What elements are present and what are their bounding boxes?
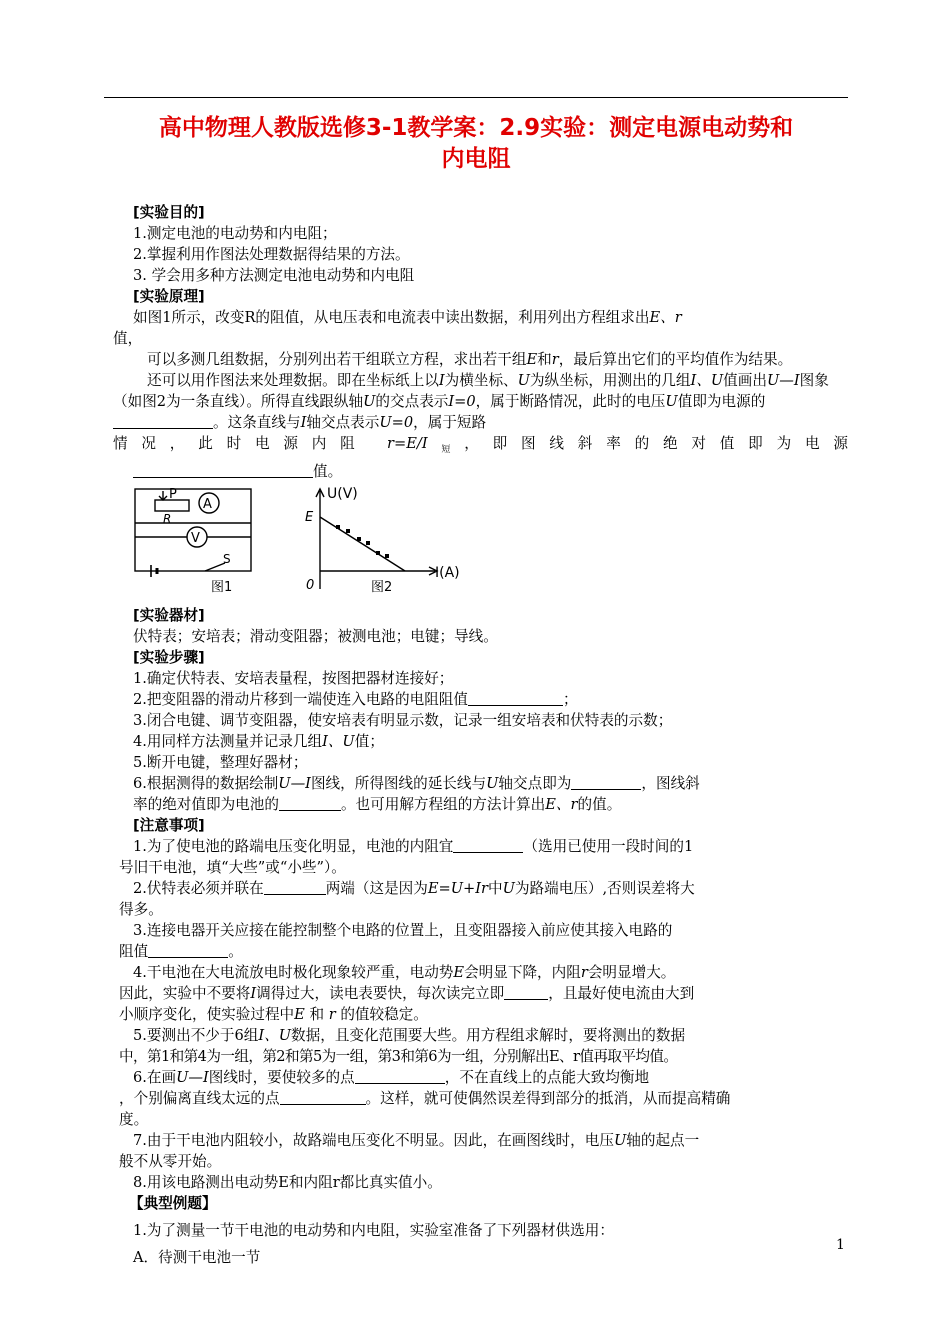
note-3: 3.连接电器开关应接在能控制整个电路的位置上，且变阻器接入前应使其接入电路的 阻值 。 xyxy=(119,921,673,960)
fig2-origin: 0 xyxy=(306,577,315,593)
purpose-item-3: 3. 学会用多种方法测定电池电动势和内电阻 xyxy=(133,267,415,284)
note-2: 2.伏特表必须并联在 两端（这是因为E=U+Ir中U为路端电压）,否则误差将大 得多。 xyxy=(119,879,695,918)
step-5: 5.断开电键，整理好器材； xyxy=(133,753,308,771)
example-option-a: A．待测干电池一节 xyxy=(133,1248,261,1266)
blank-outlier-points xyxy=(280,1089,366,1105)
page-number: 1 xyxy=(836,1237,845,1253)
fig1-label-r: R xyxy=(163,511,172,526)
document-body xyxy=(113,202,848,1268)
fig2-e-label: E xyxy=(305,509,314,525)
step-6: 6.根据测得的数据绘制U—I图线，所得图线的延长线与U轴交点即为 ，图线斜 xyxy=(133,774,700,792)
blank-emf xyxy=(113,413,213,429)
header-rule xyxy=(104,97,848,98)
step-2: 2.把变阻器的滑动片移到一端使连入电路的电阻阻值 ； xyxy=(133,690,578,708)
note-5: 5.要测出不少于6组I、U数据，且变化范围要大些。用方程组求解时，要将测出的数据 中，第1和第4为一组，第2和第5为一组，第3和第6为一组，分别解出E、r值再取平均值。 xyxy=(119,1026,686,1065)
step-6-cont: 率的绝对值即为电池的 。也可用解方程组的方法计算出E、r的值。 xyxy=(133,795,622,813)
purpose-item-2: 2.掌握利用作图法处理数据得结果的方法。 xyxy=(133,246,410,263)
note-8: 8.用该电路测出电动势E和内阻r都比真实值小。 xyxy=(133,1173,442,1191)
circuit-diagram xyxy=(133,485,693,603)
principle-para-5: 值。 xyxy=(133,461,848,482)
blank-slope xyxy=(279,795,341,811)
example-question-1: 1.为了测量一节干电池的电动势和内电阻，实验室准备了下列器材供选用： xyxy=(133,1221,614,1239)
title-line-1: 高中物理人教版选修3-1教学案：2.9实验：测定电源电动势和 xyxy=(158,115,794,141)
step-3: 3.闭合电键、调节变阻器，使安培表有明显示数，记录一组安培表和伏特表的示数； xyxy=(133,711,673,729)
fig2-x-label: I(A) xyxy=(435,564,460,581)
note-1: 1.为了使电池的路端电压变化明显，电池的内阻宜 （选用已使用一段时间的1 号旧干电池，填“大些”或“小些”）。 xyxy=(119,837,694,876)
blank-max-resistance xyxy=(468,690,563,706)
purpose-item-1: 1.测定电池的电动势和内电阻； xyxy=(133,225,337,242)
step-4: 4.用同样方法测量并记录几组I、U值； xyxy=(133,732,384,750)
blank-resistance-value xyxy=(148,942,228,958)
blank-open-switch xyxy=(504,984,548,1000)
principle-para-4: 情况，此时电源内阻 $r=E/I_短$，即图线斜率的绝对值即为电源 xyxy=(113,435,848,455)
blank-voltmeter-position xyxy=(264,879,326,895)
blank-internal-resistance xyxy=(133,462,313,478)
note-6: 6.在画U—I图线时，要使较多的点 ，不在直线上的点能大致均衡地 ，个别偏离直线太远的点 。这样，就可使偶然误差得到部分的抵消，从而提高精确 度。 xyxy=(119,1068,731,1128)
fig1-caption: 图1 xyxy=(211,579,233,595)
figures-row xyxy=(133,485,848,603)
note-4: 4.干电池在大电流放电时极化现象较严重，电动势E会明显下降，内阻r会明显增大。 因此，实验中不要将I调得过大，读电表要快，每次读完立即 ，且最好使电流由大到 小顺序变化，使实验过程中E 和 r 的值较稳定。 xyxy=(119,963,695,1023)
fig1-label-v: V xyxy=(191,530,200,546)
step-1: 1.确定伏特表、安培表量程，按图把器材连接好； xyxy=(133,669,454,687)
fig1-label-s: S xyxy=(223,551,231,566)
notes-heading: [注意事项] xyxy=(133,816,205,834)
fig1-label-p: P xyxy=(169,486,177,502)
page-title xyxy=(104,113,848,175)
title-line-2: 内电阻 xyxy=(441,146,511,172)
examples-heading: 【典型例题】 xyxy=(129,1194,217,1212)
blank-points-on-line xyxy=(355,1068,445,1084)
blank-resistance-size xyxy=(453,837,523,853)
fig1-label-a: A xyxy=(203,496,212,512)
principle-para-3: 还可以用作图法来处理数据。即在坐标纸上以I为横坐标、U为纵坐标，用测出的几组I、U值画出U—I图象（如图2为一条直线）。所得直线跟纵轴U的交点表示I=0，属于断路情况，此时的电压U值即为电源的。这条直线与I轴交点表示U=0，属于短路 xyxy=(113,372,829,431)
equipment-text: 伏特表；安培表；滑动变阻器；被测电池；电键；导线。 xyxy=(133,627,498,645)
principle-para-1: 如图1所示，改变R的阻值，从电压表和电流表中读出数据，利用列出方程组求出E、r 值， xyxy=(113,309,682,347)
principle-heading: [实验原理] xyxy=(133,288,205,305)
fig2-caption: 图2 xyxy=(371,579,393,595)
equipment-heading: [实验器材] xyxy=(133,606,205,624)
fig2-y-label: U(V) xyxy=(327,485,358,502)
principle-para-2: 可以多测几组数据，分别列出若干组联立方程，求出若干组E和r，最后算出它们的平均值作为结果。 xyxy=(147,351,793,368)
purpose-heading: [实验目的] xyxy=(133,204,205,221)
steps-heading: [实验步骤] xyxy=(133,648,205,666)
blank-emf-intercept xyxy=(571,774,641,790)
note-7: 7.由于干电池内阻较小，故路端电压变化不明显。因此，在画图线时，电压U轴的起点一 般不从零开始。 xyxy=(119,1131,700,1170)
